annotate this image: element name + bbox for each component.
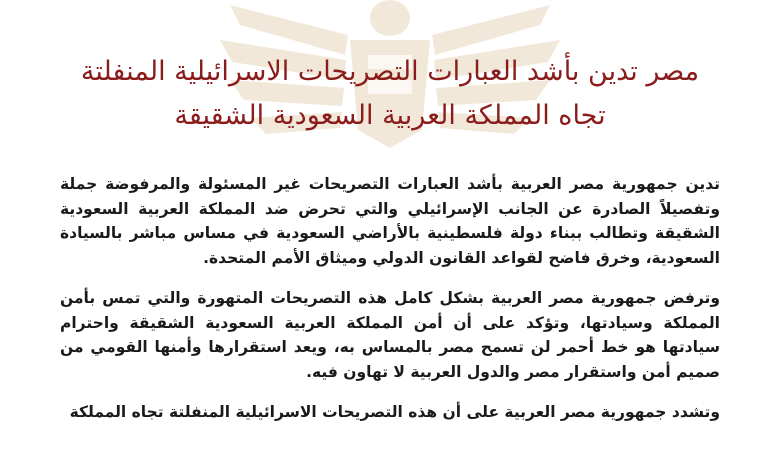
title-line-2: تجاه المملكة العربية السعودية الشقيقة (174, 100, 606, 131)
page-title (40, 50, 740, 138)
title-line-1: مصر تدين بأشد العبارات التصريحات الاسرائيلية المنفلتة (80, 56, 700, 87)
paragraph-2: وترفض جمهورية مصر العربية بشكل كامل هذه التصريحات المتهورة والتي تمس بأمن المملكة وسيادتها، وتؤكد على أن أمن المملكة العربية السعودية الشقيقة واحترام سيادتها هو خط أحمر لن تسمح مصر بالمساس به، ويعد استقرارها وأمنها القومي من صميم أمن واستقرار مصر والدول العربية لا تهاون فيه. (60, 289, 720, 381)
document-body (60, 172, 720, 441)
paragraph-1: تدين جمهورية مصر العربية بأشد العبارات التصريحات غير المسئولة والمرفوضة جملة وتفصيلاً الصادرة عن الجانب الإسرائيلي والتي تحرض ضد المملكة العربية السعودية الشقيقة وتطالب ببناء دولة فلسطينية بالأراضي السعودية في مساس مباشر بالسيادة السعودية، وخرق فاضح لقواعد القانون الدولي وميثاق الأمم المتحدة. (60, 175, 720, 267)
paragraph-3: وتشدد جمهورية مصر العربية على أن هذه التصريحات الاسرائيلية المنفلتة تجاه المملكة (69, 403, 720, 421)
